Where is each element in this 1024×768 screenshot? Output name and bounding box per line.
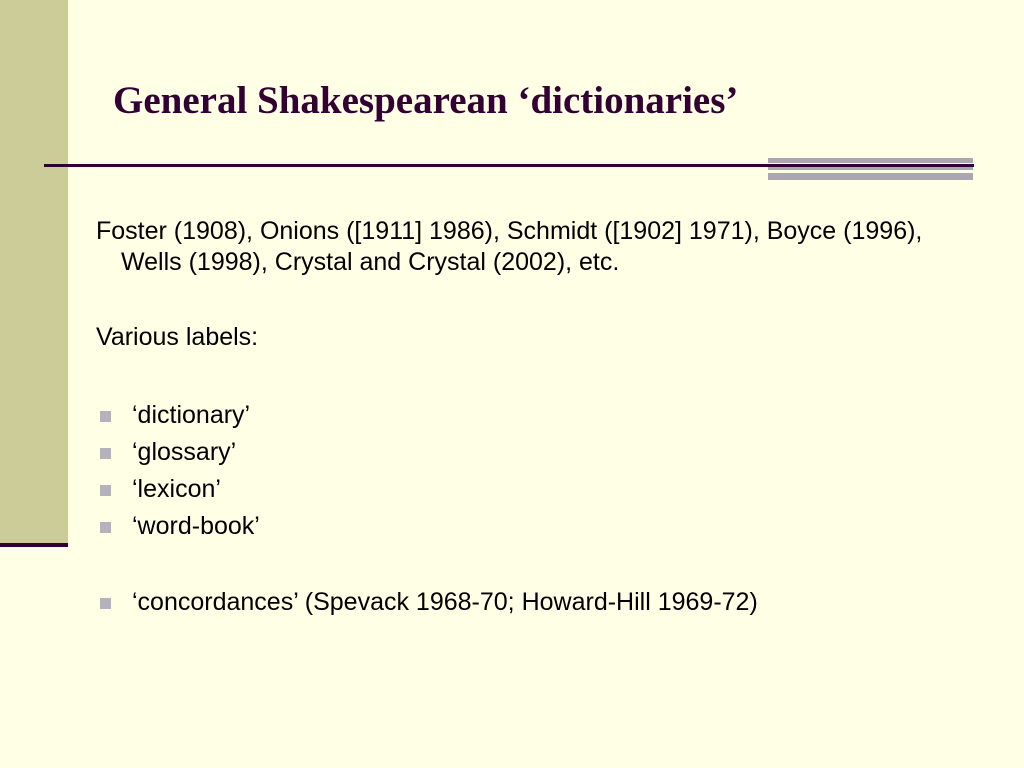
list-item (96, 471, 976, 508)
list-item-text: ‘glossary’ (132, 438, 237, 466)
accent-stripe (768, 167, 973, 170)
list-item (96, 584, 976, 621)
left-band-underline (0, 543, 68, 547)
list-item-text: ‘concordances’ (Spevack 1968-70; Howard-Hill 1969-72) (132, 588, 758, 616)
labels-list (96, 397, 976, 621)
accent-stripes (768, 158, 973, 180)
square-bullet-icon (100, 522, 111, 533)
list-item (96, 397, 976, 434)
list-item-text: ‘word-book’ (132, 512, 260, 540)
references-paragraph: Foster (1908), Onions ([1911] 1986), Schmidt ([1902] 1971), Boyce (1996), Wells (1998), Crystal and Crystal (2002), etc. (96, 217, 923, 276)
list-item-text: ‘dictionary’ (132, 401, 251, 429)
accent-stripe (768, 173, 973, 180)
list-item (96, 434, 976, 471)
square-bullet-icon (100, 485, 111, 496)
accent-stripe (768, 158, 973, 163)
square-bullet-icon (100, 598, 111, 609)
slide-title: General Shakespearean ‘dictionaries’ (113, 79, 739, 122)
square-bullet-icon (100, 448, 111, 459)
square-bullet-icon (100, 411, 111, 422)
left-decorative-band (0, 0, 68, 545)
slide-body (96, 216, 976, 621)
list-item-text: ‘lexicon’ (132, 475, 221, 503)
list-item (96, 508, 976, 545)
labels-heading: Various labels: (96, 323, 259, 351)
